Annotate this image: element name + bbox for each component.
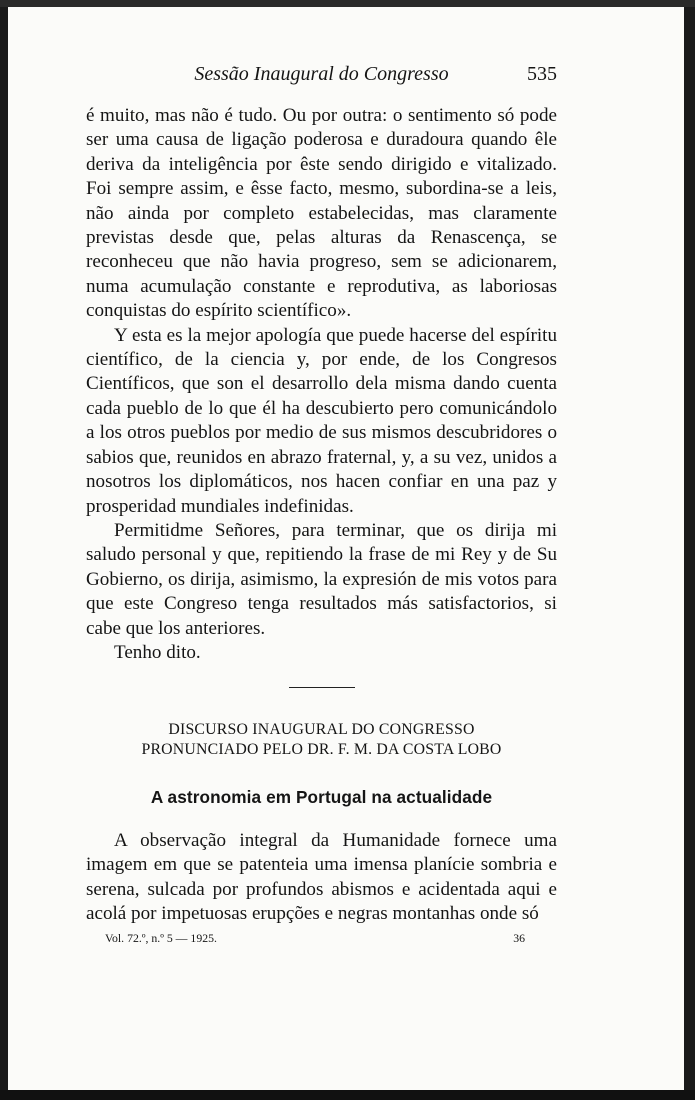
section-title: A astronomia em Portugal na actualidade (150, 787, 493, 807)
body-text (86, 104, 557, 665)
discourse-heading (86, 720, 557, 808)
page-number: 535 (527, 63, 557, 85)
signature-mark: 36 (513, 931, 525, 945)
final-paragraph: A observação integral da Humanidade fornece uma imagem em que se patenteia uma imensa planície sombria e serena, sulcada por profundos abismos e acidentada aqui e acolá por impetuosas erupções e negras montanhas onde só (86, 830, 557, 925)
discourse-text (86, 829, 557, 927)
volume-line: Vol. 72.º, n.º 5 — 1925. (105, 931, 217, 945)
running-head (86, 63, 557, 87)
running-title: Sessão Inaugural do Congresso (194, 63, 449, 85)
scan-bottom-edge (0, 1090, 695, 1100)
paragraph-1: é muito, mas não é tudo. Ou por outra: o sentimento só pode ser uma causa de ligação poderosa e duradoura quando êle deriva da inteligência por êste sendo dirigido e vitalizado. Foi sempre assim, e êsse facto, mesmo, subordina-se a leis, não ainda por completo estabelecidas, mas claramente previstas desde que, pelas alturas da Renascença, se reconheceu que não havia progreso, sem se adicionarem, numa acumulação constante e reprodutiva, as laboriosas conquistas do espírito scientífico». (86, 105, 557, 322)
paragraph-4: Tenho dito. (114, 641, 201, 663)
paragraph-3: Permitidme Señores, para terminar, que os dirija mi saludo personal y que, repitiendo la frase de mi Rey y de Su Gobierno, os dirija, asimismo, la expresión de mis votos para que este Congreso tenga resultados más satisfactorios, si cabe que los anteriores. (86, 519, 557, 639)
scan-top-edge (0, 0, 695, 7)
discourse-line-1: DISCURSO INAUGURAL DO CONGRESSO (168, 721, 475, 738)
paragraph-2: Y esta es la mejor apología que puede hacerse del espíritu científico, de la ciencia y, por ende, de los Congresos Científicos, que son el desarrollo dela misma dando cuenta cada pueblo de lo que él ha descubierto pero comunicándolo a los otros pueblos por medio de sus mismos descubridores o sabios que, reunidos en abrazo fraternal, y, a su vez, unidos a nosotros los diplomáticos, nos hacen confiar en una paz y prosperidad mundiales indefinidas. (86, 324, 557, 517)
discourse-line-2: PRONUNCIADO PELO DR. F. M. DA COSTA LOBO (141, 741, 502, 758)
section-divider (289, 687, 355, 688)
